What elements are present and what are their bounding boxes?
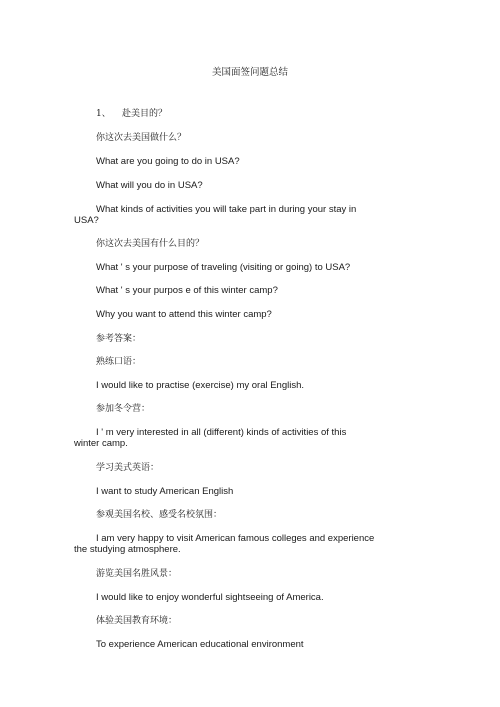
answer-topic-tour: 游览美国名胜风景：: [96, 569, 178, 579]
question-en-2: What will you do in USA?: [96, 180, 203, 191]
answer-en-3: I want to study American English: [96, 486, 234, 497]
answer-en-4-line1: I am very happy to visit American famous colleges and experience: [96, 533, 375, 544]
question-en-5: What ' s your purpos e of this winter camp?: [96, 285, 278, 296]
document-title: 美国面签问题总结: [211, 67, 288, 78]
question-en-3-line1: What kinds of activities you will take part in during your stay in: [96, 204, 357, 215]
question-en-6: Why you want to attend this winter camp?: [96, 309, 272, 320]
answer-en-5: I would like to enjoy wonderful sightseeing of America.: [96, 592, 324, 603]
answer-topic-camp: 参加冬令营：: [96, 404, 151, 414]
reference-answer-label: 参考答案：: [96, 334, 142, 344]
answer-en-1: I would like to practise (exercise) my oral English.: [96, 380, 305, 391]
answer-en-2-line1: I ' m very interested in all (different) kinds of activities of this: [96, 427, 347, 438]
section-heading: [96, 108, 396, 120]
question-cn-1: 你这次去美国做什么？: [96, 133, 187, 143]
answer-topic-visit: 参观美国名校、感受名校氛围：: [96, 510, 223, 520]
answer-en-6: To experience American educational environment: [96, 639, 304, 650]
answer-topic-edu: 体验美国教育环境：: [96, 616, 178, 626]
question-en-1: What are you going to do in USA?: [96, 156, 240, 167]
answer-en-4-line2: the studying atmosphere.: [74, 544, 181, 555]
answer-topic-learn: 学习美式英语：: [96, 463, 160, 473]
answer-en-2-line2: winter camp.: [74, 438, 128, 449]
section-title: 赴美目的？: [122, 109, 168, 119]
question-en-3-line2: USA?: [74, 215, 99, 226]
answer-topic-oral: 熟练口语：: [96, 357, 142, 367]
question-cn-2: 你这次去美国有什么目的？: [96, 239, 205, 249]
section-number: 1、: [96, 109, 111, 119]
question-en-4: What ' s your purpose of traveling (visiting or going) to USA?: [96, 262, 351, 273]
